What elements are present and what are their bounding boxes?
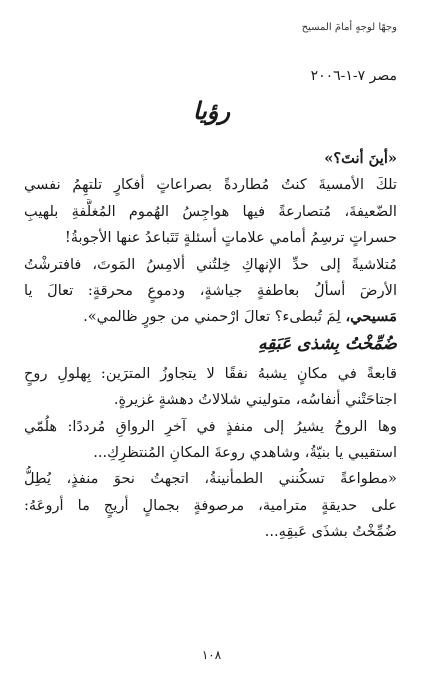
paragraph-5-line: «مطواعةً تسكُنني الطمأنينةُ، اتجهتُ نحوَ منفذٍ، يُطِلُّ bbox=[24, 470, 397, 488]
paragraph-1-line: الضّعيفةَ، مُتصارعةً فيها هواجِسُ الهُموم المُغلَّفةِ بلهيبِ bbox=[24, 202, 397, 220]
paragraph-2-line bbox=[24, 304, 397, 330]
paragraph-3-line: اجتاحَتْني أنفاسُه، متوليني شلالاتُ دهشةٍ غزيرةٍ. bbox=[113, 391, 397, 409]
paragraph-1-line: تلكَ الأمسيةَ كنتُ مُطاردةً بصراعاتٍ أفكارٍ تلتهِمُ نفسي bbox=[24, 176, 397, 194]
paragraph-5-line: على حديقةٍ مترامية، مرصوفةٍ بجمالٍ أريجٍ ما أروعَهُ: bbox=[24, 496, 397, 514]
chapter-title: رؤيا bbox=[192, 96, 231, 125]
question-line: «أينَ أنتَ؟» bbox=[324, 150, 397, 167]
paragraph-4-line: استقيبي يا بنيّةُ، وشاهدي روعةَ المكانِ المُنتظرِكِ... bbox=[93, 443, 397, 461]
body-text bbox=[24, 146, 397, 545]
running-header: وجهًا لوجهٍ أمامَ المسيح bbox=[301, 22, 397, 33]
paragraph-4-line: وها الروحُ يشيرُ إلى منفذٍ في آخرِ الرواقِ مُرددًا: هلُمّي bbox=[24, 417, 397, 435]
section-subheading: ضُمِّخْتُ بِشذى عَبَقِهِ bbox=[258, 333, 397, 354]
paragraph-2-line: الأرضَ أسألُ بعاطفةٍ جياشةٍ، ودموعٍ محرقةٍ: تعالَ يا bbox=[24, 281, 397, 299]
page-number: ١٠٨ bbox=[201, 648, 222, 662]
paragraph-3-line: قابعةً في مكانٍ يشبهُ نفقًا لا يتجاوزُ المترَين: بِهلولِ روحٍ bbox=[24, 364, 397, 382]
paragraph-1-line: حسراتٍ ترسِمُ أمامي علاماتٍ أسئلةٍ تَتَباعدُ عنها الأجوبةُ! bbox=[64, 229, 397, 247]
paragraph-2-line: مُتلاشيةً إلى حدِّ الإنهاكِ خِلتُني ألامِسُ المَوتَ، فافترشْتُ bbox=[24, 255, 397, 273]
emphasis-text: مَسيحي، bbox=[345, 308, 397, 326]
paragraph-5-line: ضُمِّخْتُ بشذَى عَبقِهِ... bbox=[264, 523, 397, 541]
place-date: مصر ٧-١-٢٠٠٦ bbox=[310, 68, 397, 84]
paragraph-2-tail: لِمَ تُبطىء؟ تعالَ ارْحمني من جورٍ ظالمي». bbox=[83, 308, 346, 326]
